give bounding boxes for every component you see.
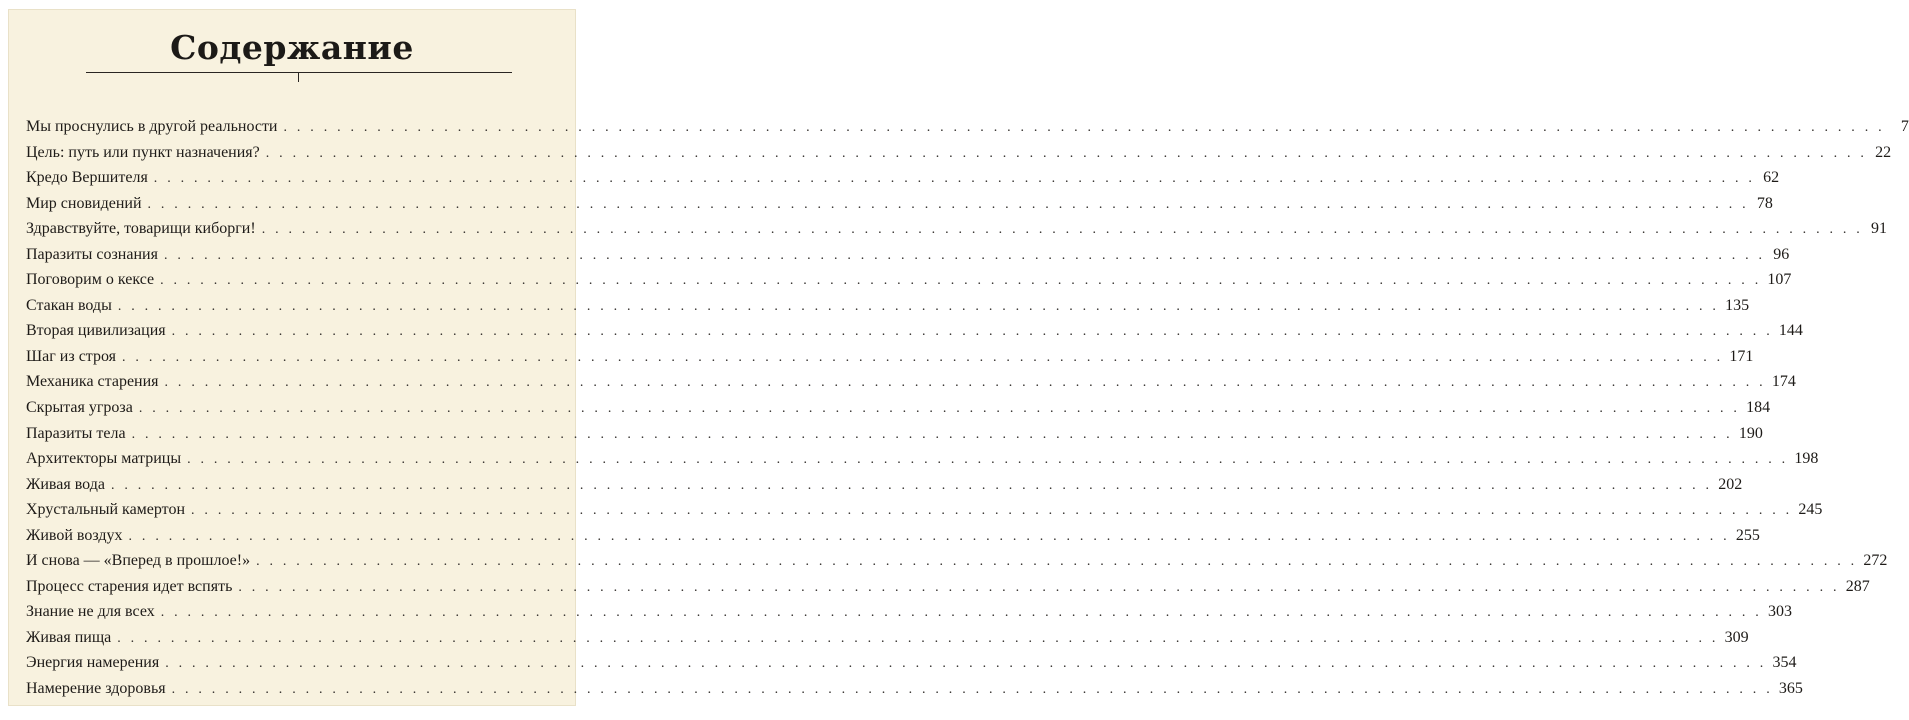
toc-dot-leader: . . . . . . . . . . . . . . . . . . . . . . . . . . . . . . . . . . . . . . . . . . . . . . . . . . . . . . . . . . . . . . . . . . . . . . . . . . . . . . . . . . . . . . . . . . . . . . . . . . . . . . . . . . . . . . . . . . . . . . . .	[187, 452, 1789, 468]
toc-entry-title: Поговорим о кексе	[26, 271, 155, 289]
toc-entry	[26, 373, 1796, 399]
toc-entry-page-number: 184	[1746, 399, 1771, 417]
toc-entry	[26, 603, 1793, 629]
toc-dot-leader: . . . . . . . . . . . . . . . . . . . . . . . . . . . . . . . . . . . . . . . . . . . . . . . . . . . . . . . . . . . . . . . . . . . . . . . . . . . . . . . . . . . . . . . . . . . . . . . . . . . . . . . . . . . . . . . . . . . . . . . .	[163, 247, 1766, 263]
toc-dot-leader: . . . . . . . . . . . . . . . . . . . . . . . . . . . . . . . . . . . . . . . . . . . . . . . . . . . . . . . . . . . . . . . . . . . . . . . . . . . . . . . . . . . . . . . . . . . . . . . . . . . . . . . . . . . . . . . . . . . . . . . .	[171, 324, 1773, 340]
toc-dot-leader: . . . . . . . . . . . . . . . . . . . . . . . . . . . . . . . . . . . . . . . . . . . . . . . . . . . . . . . . . . . . . . . . . . . . . . . . . . . . . . . . . . . . . . . . . . . . . . . . . . . . . . . . . . . . . . . . . . . . . . . .	[160, 605, 1763, 621]
toc-entry	[26, 475, 1743, 502]
toc-dot-leader: . . . . . . . . . . . . . . . . . . . . . . . . . . . . . . . . . . . . . . . . . . . . . . . . . . . . . . . . . . . . . . . . . . . . . . . . . . . . . . . . . . . . . . . . . . . . . . . . . . . . . . . . . . . . . . . . . . . . . . . .	[165, 656, 1767, 672]
toc-dot-leader: . . . . . . . . . . . . . . . . . . . . . . . . . . . . . . . . . . . . . . . . . . . . . . . . . . . . . . . . . . . . . . . . . . . . . . . . . . . . . . . . . . . . . . . . . . . . . . . . . . . . . . . . . . . . . . . . . . . . . . . .	[238, 579, 1840, 595]
toc-entry-title: Живая вода	[26, 475, 105, 493]
toc-entry-page-number: 365	[1778, 680, 1803, 698]
toc-entry-title: Знание не для всех	[26, 603, 155, 621]
toc-entry	[26, 526, 1760, 553]
toc-entry-page-number: 96	[1773, 245, 1790, 263]
toc-entry-title: И снова — «Вперед в прошлое!»	[26, 552, 251, 570]
book-page	[8, 9, 1909, 706]
toc-entry	[26, 194, 1773, 221]
toc-entry	[26, 118, 1909, 144]
toc-entry	[26, 347, 1754, 374]
toc-entry	[26, 501, 1823, 527]
toc-entry-page-number: 190	[1738, 424, 1763, 442]
toc-entry-title: Живая пища	[26, 628, 112, 646]
toc-dot-leader: . . . . . . . . . . . . . . . . . . . . . . . . . . . . . . . . . . . . . . . . . . . . . . . . . . . . . . . . . . . . . . . . . . . . . . . . . . . . . . . . . . . . . . . . . . . . . . . . . . . . . . . . . . . . . . . . . . . . . . . .	[131, 426, 1733, 442]
toc-entry-title: Стакан воды	[26, 296, 112, 314]
toc-entry	[26, 322, 1803, 348]
toc-entry	[26, 271, 1792, 297]
toc-entry-page-number: 287	[1845, 577, 1870, 595]
toc-entry-title: Намерение здоровья	[26, 680, 166, 698]
toc-entry	[26, 399, 1771, 425]
toc-entry-page-number: 7	[1900, 118, 1909, 135]
toc-entry-page-number: 198	[1794, 450, 1819, 468]
toc-dot-leader: . . . . . . . . . . . . . . . . . . . . . . . . . . . . . . . . . . . . . . . . . . . . . . . . . . . . . . . . . . . . . . . . . . . . . . . . . . . . . . . . . . . . . . . . . . . . . . . . . . . . . . . . . . . . . . . . . . . . . . . .	[265, 145, 1868, 161]
toc-entry-title: Скрытая угроза	[26, 399, 133, 417]
table-of-contents	[26, 118, 1909, 706]
toc-entry-title: Цель: путь или пункт назначения?	[26, 143, 260, 161]
toc-dot-leader: . . . . . . . . . . . . . . . . . . . . . . . . . . . . . . . . . . . . . . . . . . . . . . . . . . . . . . . . . . . . . . . . . . . . . . . . . . . . . . . . . . . . . . . . . . . . . . . . . . . . . . . . . . . . . . . . . . . . . . . .	[191, 503, 1793, 519]
toc-dot-leader: . . . . . . . . . . . . . . . . . . . . . . . . . . . . . . . . . . . . . . . . . . . . . . . . . . . . . . . . . . . . . . . . . . . . . . . . . . . . . . . . . . . . . . . . . . . . . . . . . . . . . . . . . . . . . . . . . . . . . . . .	[128, 528, 1730, 544]
toc-entry	[26, 245, 1790, 272]
toc-entry-page-number: 107	[1767, 271, 1792, 289]
toc-dot-leader: . . . . . . . . . . . . . . . . . . . . . . . . . . . . . . . . . . . . . . . . . . . . . . . . . . . . . . . . . . . . . . . . . . . . . . . . . . . . . . . . . . . . . . . . . . . . . . . . . . . . . . . . . . . . . . . . . . . . . . . .	[153, 171, 1756, 187]
toc-entry-page-number: 78	[1756, 194, 1773, 212]
toc-entry-page-number: 202	[1718, 475, 1743, 493]
toc-dot-leader: . . . . . . . . . . . . . . . . . . . . . . . . . . . . . . . . . . . . . . . . . . . . . . . . . . . . . . . . . . . . . . . . . . . . . . . . . . . . . . . . . . . . . . . . . . . . . . . . . . . . . . . . . . . . . . . . . . . . . . . .	[110, 477, 1713, 493]
toc-dot-leader: . . . . . . . . . . . . . . . . . . . . . . . . . . . . . . . . . . . . . . . . . . . . . . . . . . . . . . . . . . . . . . . . . . . . . . . . . . . . . . . . . . . . . . . . . . . . . . . . . . . . . . . . . . . . . . . . . . . . . . . .	[171, 682, 1773, 698]
toc-dot-leader: . . . . . . . . . . . . . . . . . . . . . . . . . . . . . . . . . . . . . . . . . . . . . . . . . . . . . . . . . . . . . . . . . . . . . . . . . . . . . . . . . . . . . . . . . . . . . . . . . . . . . . . . . . . . . . . . . . . . . . . .	[261, 222, 1863, 238]
toc-entry	[26, 654, 1797, 680]
toc-entry	[26, 450, 1819, 476]
toc-dot-leader: . . . . . . . . . . . . . . . . . . . . . . . . . . . . . . . . . . . . . . . . . . . . . . . . . . . . . . . . . . . . . . . . . . . . . . . . . . . . . . . . . . . . . . . . . . . . . . . . . . . . . . . . . . . . . . . . . . . . . . . .	[138, 401, 1741, 417]
toc-entry-page-number: 144	[1778, 322, 1803, 340]
toc-entry-title: Паразиты сознания	[26, 245, 158, 263]
toc-dot-leader: . . . . . . . . . . . . . . . . . . . . . . . . . . . . . . . . . . . . . . . . . . . . . . . . . . . . . . . . . . . . . . . . . . . . . . . . . . . . . . . . . . . . . . . . . . . . . . . . . . . . . . . . . . . . . . . . . . . . . . . .	[147, 196, 1749, 212]
toc-entry	[26, 552, 1888, 578]
toc-entry-page-number: 354	[1772, 654, 1797, 672]
toc-entry-title: Механика старения	[26, 373, 159, 391]
toc-entry-page-number: 272	[1863, 552, 1888, 570]
toc-dot-leader: . . . . . . . . . . . . . . . . . . . . . . . . . . . . . . . . . . . . . . . . . . . . . . . . . . . . . . . . . . . . . . . . . . . . . . . . . . . . . . . . . . . . . . . . . . . . . . . . . . . . . . . . . . . . . . . . . . . . . . . .	[117, 630, 1719, 646]
toc-entry-page-number: 91	[1871, 220, 1887, 238]
toc-entry	[26, 680, 1803, 706]
toc-entry-title: Шаг из строя	[26, 347, 117, 365]
toc-entry	[26, 424, 1763, 451]
toc-entry-title: Вторая цивилизация	[26, 322, 166, 340]
toc-entry-title: Энергия намерения	[26, 654, 160, 672]
toc-entry-title: Паразиты тела	[26, 424, 126, 442]
toc-entry	[26, 296, 1750, 323]
toc-entry-page-number: 22	[1875, 143, 1892, 161]
toc-entry-title: Здравствуйте, товарищи киборги!	[26, 220, 256, 238]
toc-entry-title: Мир сновидений	[26, 194, 142, 212]
toc-entry-title: Архитекторы матрицы	[26, 450, 182, 468]
toc-entry-page-number: 309	[1724, 628, 1749, 646]
toc-entry-page-number: 303	[1768, 603, 1793, 621]
toc-entry-page-number: 174	[1771, 373, 1796, 391]
toc-dot-leader: . . . . . . . . . . . . . . . . . . . . . . . . . . . . . . . . . . . . . . . . . . . . . . . . . . . . . . . . . . . . . . . . . . . . . . . . . . . . . . . . . . . . . . . . . . . . . . . . . . . . . . . . . . . . . . . . . . . . . . . .	[256, 554, 1858, 570]
title-underline-tick	[298, 72, 299, 82]
toc-dot-leader: . . . . . . . . . . . . . . . . . . . . . . . . . . . . . . . . . . . . . . . . . . . . . . . . . . . . . . . . . . . . . . . . . . . . . . . . . . . . . . . . . . . . . . . . . . . . . . . . . . . . . . . . . . . . . . . . . . . . . . . .	[160, 273, 1762, 289]
toc-entry-title: Мы проснулись в другой реальности	[26, 118, 278, 135]
toc-entry	[26, 220, 1887, 246]
toc-entry-title: Хрустальный камертон	[26, 501, 186, 519]
toc-entry-title: Процесс старения идет вспять	[26, 577, 233, 595]
toc-entry-page-number: 135	[1725, 296, 1750, 314]
toc-entry-title: Живой воздух	[26, 526, 123, 544]
page-title: Содержание	[170, 28, 414, 67]
toc-entry	[26, 628, 1749, 655]
toc-entry-title: Кредо Вершителя	[26, 169, 148, 187]
toc-entry-page-number: 62	[1763, 169, 1780, 187]
toc-entry	[26, 577, 1870, 604]
toc-entry-page-number: 245	[1798, 501, 1823, 519]
toc-dot-leader: . . . . . . . . . . . . . . . . . . . . . . . . . . . . . . . . . . . . . . . . . . . . . . . . . . . . . . . . . . . . . . . . . . . . . . . . . . . . . . . . . . . . . . . . . . . . . . . . . . . . . . . . . . . . . . . . . . . . . . . .	[117, 298, 1720, 314]
toc-dot-leader: . . . . . . . . . . . . . . . . . . . . . . . . . . . . . . . . . . . . . . . . . . . . . . . . . . . . . . . . . . . . . . . . . . . . . . . . . . . . . . . . . . . . . . . . . . . . . . . . . . . . . . . . . . . . . . . . . . . . . . . .	[283, 120, 1885, 135]
title-underline	[86, 72, 512, 73]
toc-entry-page-number: 255	[1735, 526, 1760, 544]
toc-dot-leader: . . . . . . . . . . . . . . . . . . . . . . . . . . . . . . . . . . . . . . . . . . . . . . . . . . . . . . . . . . . . . . . . . . . . . . . . . . . . . . . . . . . . . . . . . . . . . . . . . . . . . . . . . . . . . . . . . . . . . . . .	[164, 375, 1766, 391]
toc-dot-leader: . . . . . . . . . . . . . . . . . . . . . . . . . . . . . . . . . . . . . . . . . . . . . . . . . . . . . . . . . . . . . . . . . . . . . . . . . . . . . . . . . . . . . . . . . . . . . . . . . . . . . . . . . . . . . . . . . . . . . . . .	[122, 349, 1724, 365]
toc-entry	[26, 143, 1892, 170]
toc-entry	[26, 169, 1780, 195]
toc-entry-page-number: 171	[1729, 347, 1754, 365]
